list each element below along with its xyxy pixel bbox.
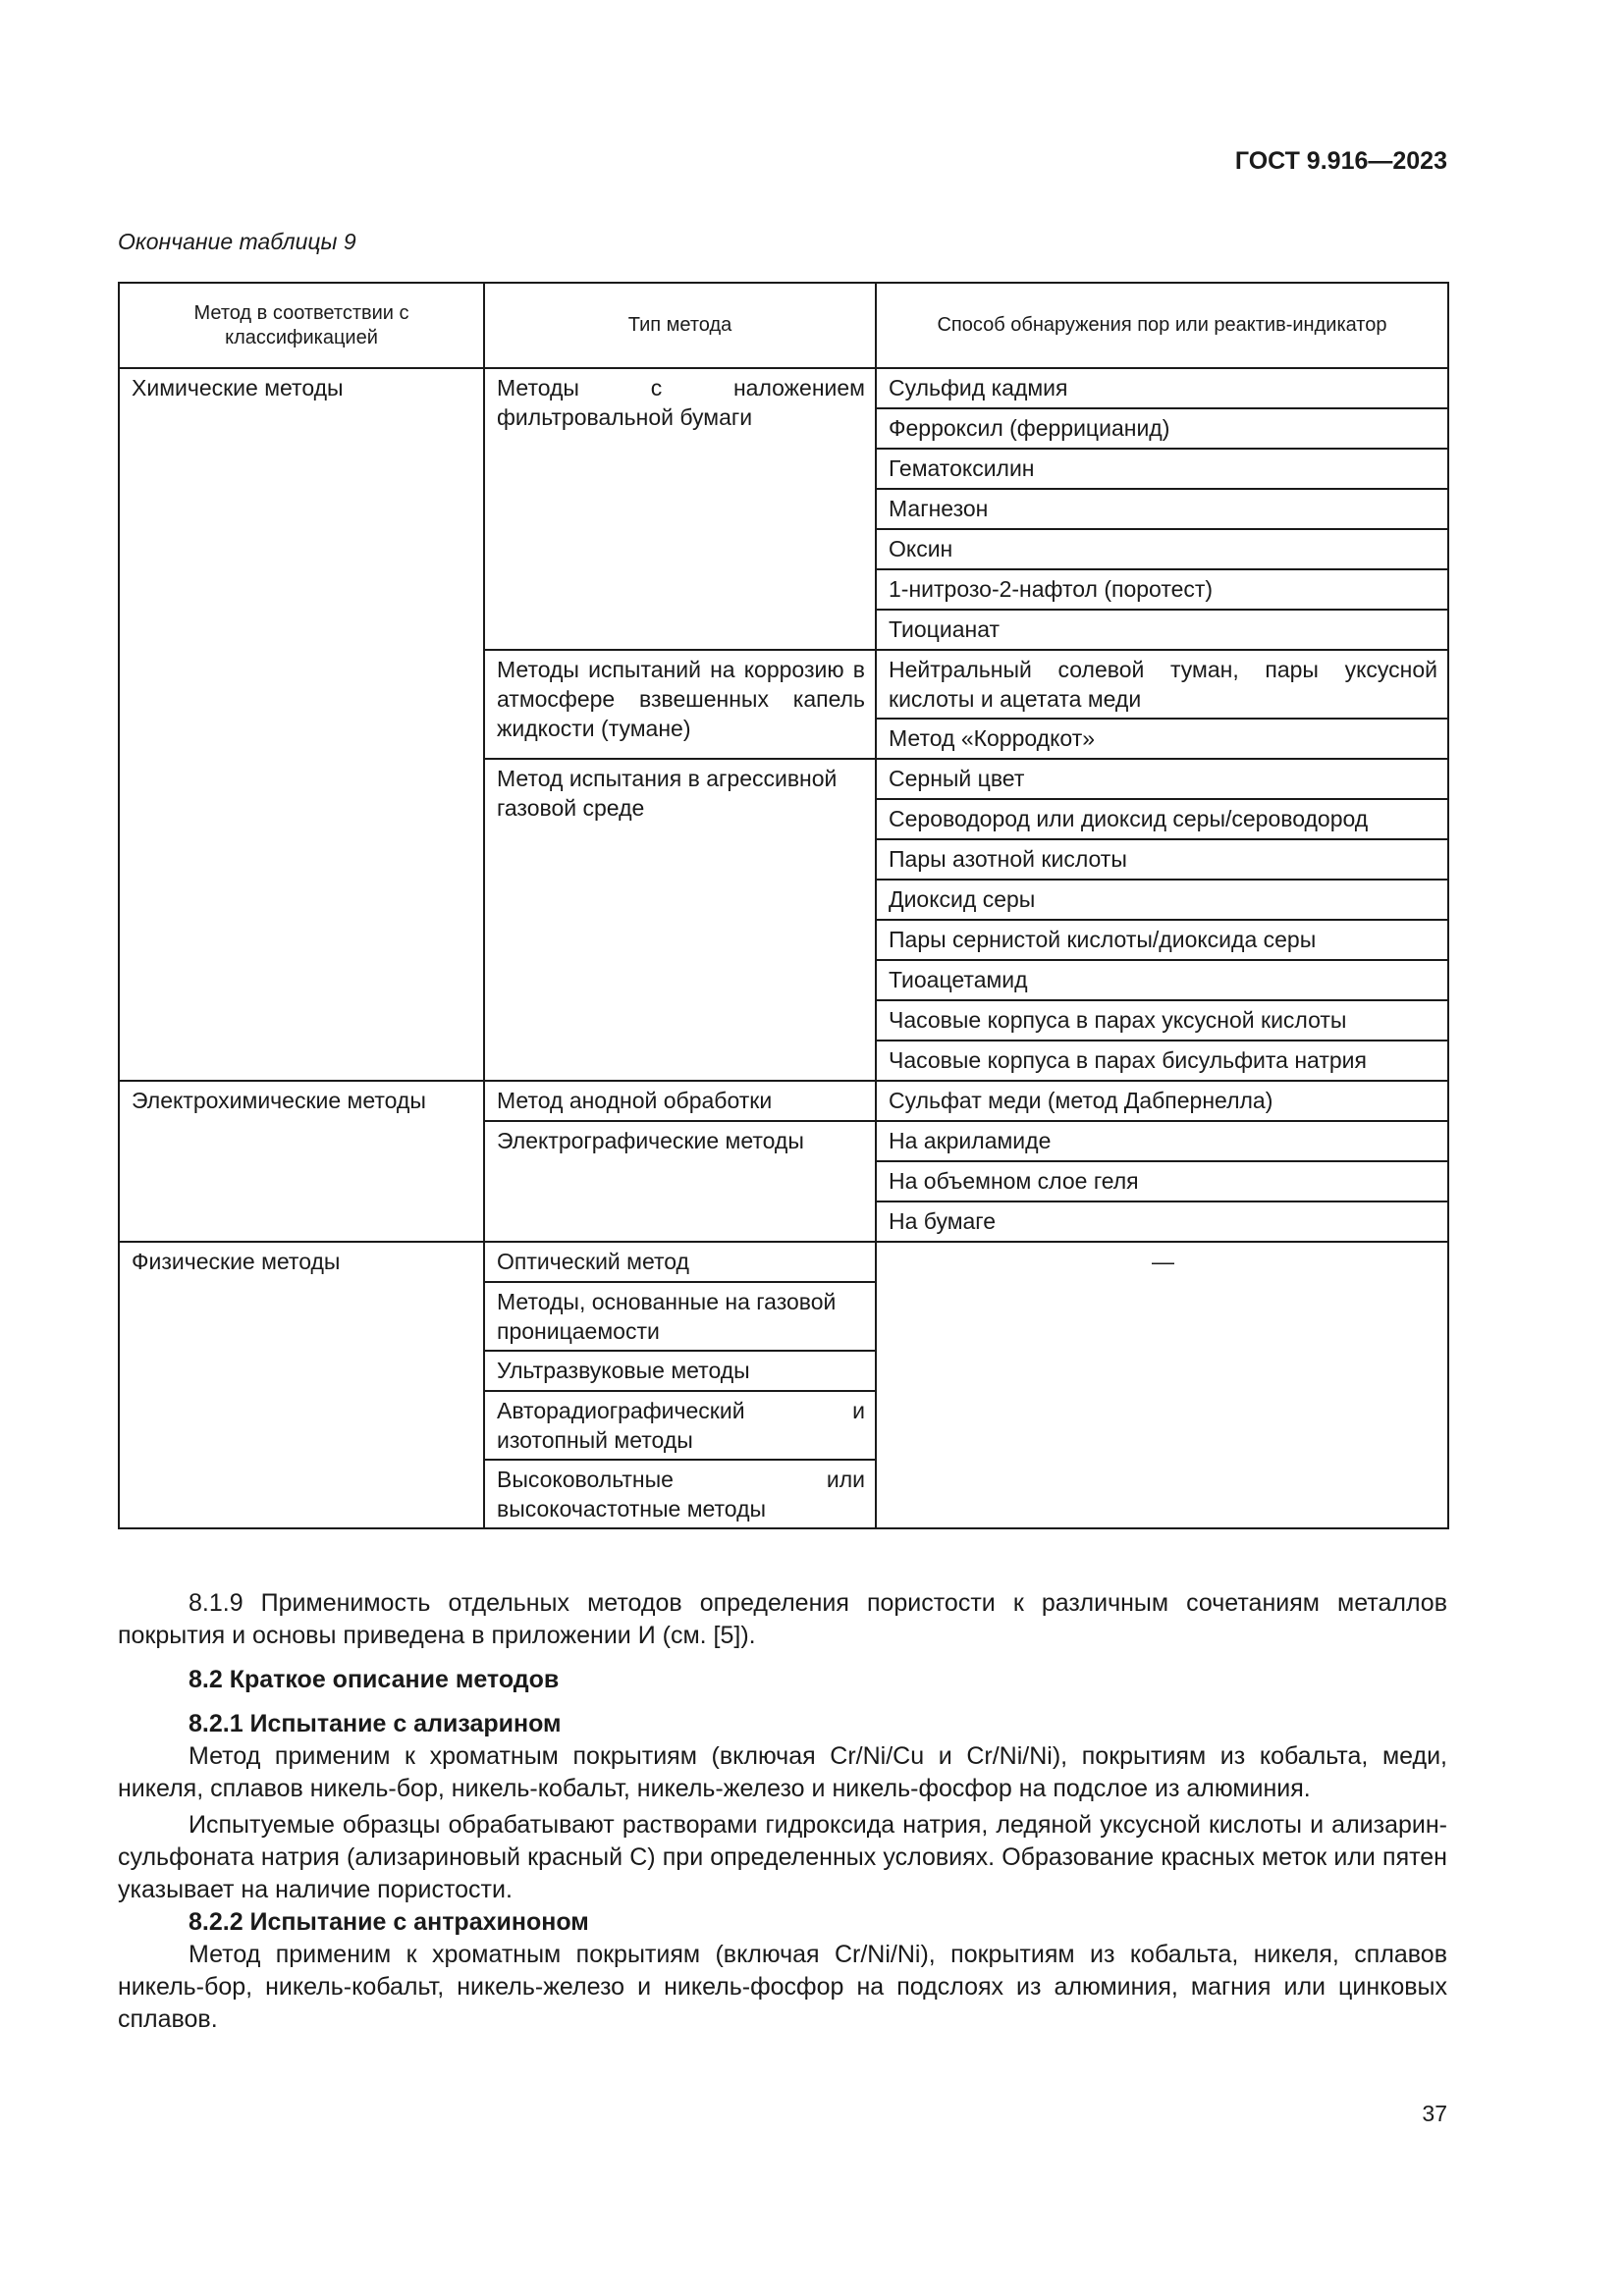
column-header-method: Метод в соответствии с классификацией	[119, 283, 484, 368]
table-header-row	[119, 283, 1448, 368]
reagent-cell: Тиоцианат	[876, 610, 1448, 650]
type-cell: Методы, основанные на газовой проницаемости	[484, 1282, 876, 1351]
column-header-type: Тип метода	[484, 283, 876, 368]
reagent-cell: Часовые корпуса в парах бисульфита натрия	[876, 1041, 1448, 1081]
reagent-cell: На бумаге	[876, 1201, 1448, 1242]
table-row	[119, 1081, 1448, 1121]
type-cell: Авторадиографический и изотопный методы	[484, 1391, 876, 1460]
column-header-reagent: Способ обнаружения пор или реактив-индикатор	[876, 283, 1448, 368]
type-cell: Высоковольтные или высокочастотные методы	[484, 1460, 876, 1528]
heading-8-2: 8.2 Краткое описание методов	[189, 1666, 560, 1693]
reagent-cell: Нейтральный солевой туман, пары уксусной кислоты и ацетата меди	[876, 650, 1448, 719]
body-text	[118, 1587, 1447, 2036]
reagent-cell: Оксин	[876, 529, 1448, 569]
reagent-cell: Гематоксилин	[876, 449, 1448, 489]
reagent-cell: Ферроксил (феррицианид)	[876, 408, 1448, 449]
paragraph-8-2-1-b: Испытуемые образцы обрабатывают растворами гидроксида натрия, ледяной уксусной кислоты и ализарин-сульфоната натрия (ализариновый красный С) при определенных условиях. Образование красных меток или пятен указывает на наличие пористости.	[118, 1811, 1447, 1903]
reagent-cell: Сульфид кадмия	[876, 368, 1448, 408]
reagent-cell: Часовые корпуса в парах уксусной кислоты	[876, 1000, 1448, 1041]
reagent-cell: Магнезон	[876, 489, 1448, 529]
type-cell: Ультразвуковые методы	[484, 1351, 876, 1391]
method-cell-electrochemical: Электрохимические методы	[119, 1081, 484, 1242]
paragraph-8-2-1-a: Метод применим к хроматным покрытиям (включая Cr/Ni/Cu и Cr/Ni/Ni), покрытиям из кобальта, меди, никеля, сплавов никель-бор, никель-кобальт, никель-железо и никель-фосфор на подслое из алюминия.	[118, 1742, 1447, 1802]
reagent-cell: Пары сернистой кислоты/диоксида серы	[876, 920, 1448, 960]
type-cell: Методы с наложением фильтровальной бумаги	[484, 368, 876, 650]
type-cell: Метод анодной обработки	[484, 1081, 876, 1121]
reagent-cell: Сульфат меди (метод Дабпернелла)	[876, 1081, 1448, 1121]
reagent-cell: Пары азотной кислоты	[876, 839, 1448, 880]
reagent-cell: На акриламиде	[876, 1121, 1448, 1161]
reagent-cell: Серный цвет	[876, 759, 1448, 799]
table-caption: Окончание таблицы 9	[118, 229, 356, 254]
paragraph-8-1-9: 8.1.9 Применимость отдельных методов определения пористости к различным сочетаниям металлов покрытия и основы приведена в приложении И (см. [5]).	[118, 1589, 1447, 1649]
document-header: ГОСТ 9.916—2023	[1234, 147, 1447, 175]
method-cell-physical: Физические методы	[119, 1242, 484, 1528]
reagent-cell: Диоксид серы	[876, 880, 1448, 920]
reagent-cell: На объемном слое геля	[876, 1161, 1448, 1201]
method-cell-chemical: Химические методы	[119, 368, 484, 1081]
paragraph-8-2-2: Метод применим к хроматным покрытиям (включая Cr/Ni/Ni), покрытиям из кобальта, никеля, сплавов никель-бор, никель-кобальт, никель-железо и никель-фосфор на подслоях из алюминия, магния или цинковых сплавов.	[118, 1941, 1447, 2033]
reagent-cell: Сероводород или диоксид серы/сероводород	[876, 799, 1448, 839]
reagent-cell-empty: —	[876, 1242, 1448, 1528]
page-number: 37	[1422, 2101, 1447, 2126]
table-row	[119, 368, 1448, 408]
type-cell: Оптический метод	[484, 1242, 876, 1282]
reagent-cell: 1-нитрозо-2-нафтол (поротест)	[876, 569, 1448, 610]
type-cell: Метод испытания в агрессивной газовой среде	[484, 759, 876, 1081]
reagent-cell: Метод «Корродкот»	[876, 719, 1448, 759]
table-row	[119, 1242, 1448, 1282]
type-cell: Методы испытаний на коррозию в атмосфере взвешенных капель жидкости (тумане)	[484, 650, 876, 759]
porosity-methods-table	[118, 282, 1449, 1529]
heading-8-2-1: 8.2.1 Испытание с ализарином	[189, 1710, 562, 1737]
type-cell: Электрографические методы	[484, 1121, 876, 1242]
heading-8-2-2: 8.2.2 Испытание с антрахиноном	[189, 1908, 589, 1936]
reagent-cell: Тиоацетамид	[876, 960, 1448, 1000]
